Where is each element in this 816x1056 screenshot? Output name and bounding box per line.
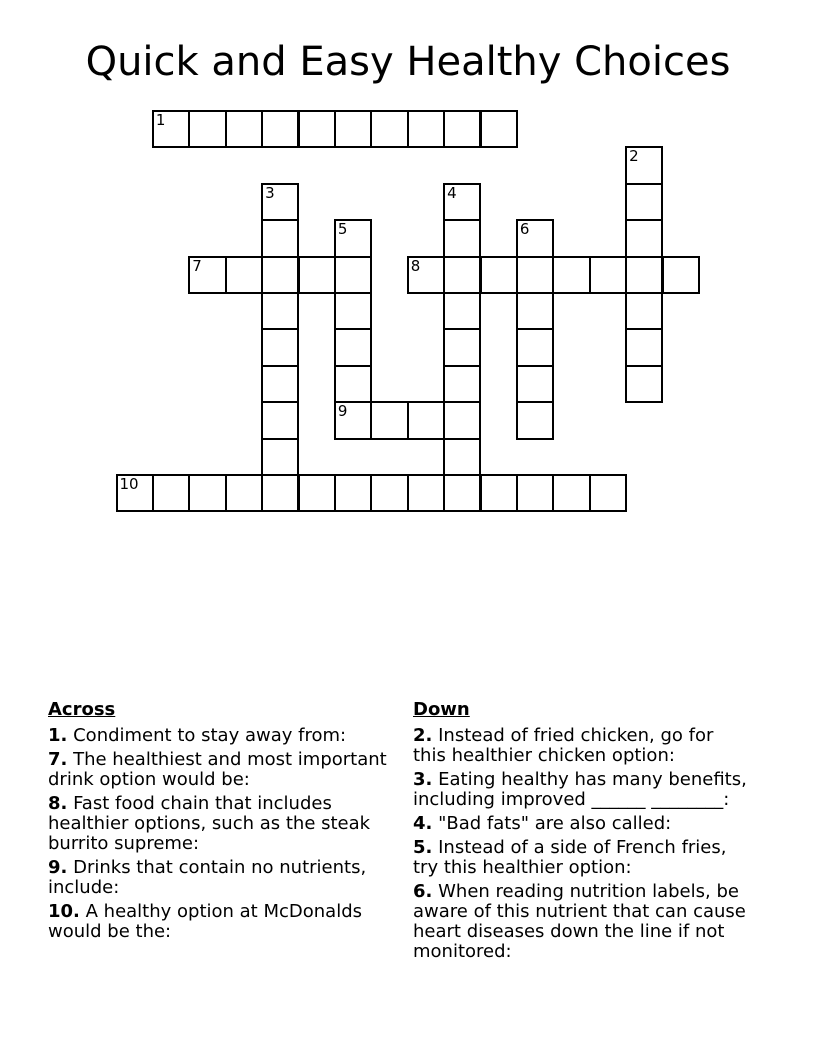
clue-line bbox=[413, 726, 803, 746]
clue-text: healthier options, such as the steak bbox=[48, 813, 371, 834]
clue-line bbox=[48, 814, 403, 834]
grid-cell-r10c4[interactable] bbox=[261, 474, 299, 512]
clue-9 bbox=[48, 858, 403, 898]
across-heading: Across bbox=[48, 699, 116, 720]
grid-cell-r10c11[interactable] bbox=[516, 474, 554, 512]
clue-line bbox=[413, 770, 803, 790]
clue-2 bbox=[413, 726, 803, 766]
clue-line bbox=[48, 794, 403, 814]
grid-cell-r4c8[interactable] bbox=[407, 256, 445, 294]
clue-line bbox=[413, 746, 803, 766]
grid-cell-r2c9[interactable] bbox=[443, 183, 481, 221]
grid-cell-r2c4[interactable] bbox=[261, 183, 299, 221]
grid-cell-r10c9[interactable] bbox=[443, 474, 481, 512]
clue-text: drink option would be: bbox=[48, 769, 250, 790]
clue-line bbox=[413, 790, 803, 810]
clue-text: Condiment to stay away from: bbox=[73, 725, 347, 746]
clue-text: monitored: bbox=[413, 941, 512, 962]
cell-number-4: 4 bbox=[447, 183, 457, 202]
grid-cell-r10c13[interactable] bbox=[589, 474, 627, 512]
grid-cell-r10c10[interactable] bbox=[480, 474, 518, 512]
clue-line bbox=[413, 902, 803, 922]
grid-cell-r6c14[interactable] bbox=[625, 328, 663, 366]
grid-cell-r4c9[interactable] bbox=[443, 256, 481, 294]
grid-cell-r0c10[interactable] bbox=[480, 110, 518, 148]
clue-line bbox=[48, 834, 403, 854]
grid-cell-r3c6[interactable] bbox=[334, 219, 372, 257]
clue-6 bbox=[413, 882, 803, 962]
grid-cell-r7c4[interactable] bbox=[261, 365, 299, 403]
down-clues-section bbox=[413, 700, 803, 966]
clue-text: would be the: bbox=[48, 921, 172, 942]
cell-number-9: 9 bbox=[337, 402, 348, 421]
clue-line bbox=[413, 922, 803, 942]
grid-cell-r4c4[interactable] bbox=[261, 256, 299, 294]
grid-cell-r3c14[interactable] bbox=[625, 219, 663, 257]
grid-cell-r8c11[interactable] bbox=[516, 401, 554, 439]
grid-cell-r10c3[interactable] bbox=[225, 474, 263, 512]
clue-text: including improved ______ ________: bbox=[413, 789, 730, 810]
grid-cell-r4c12[interactable] bbox=[552, 256, 590, 294]
grid-cell-r6c9[interactable] bbox=[443, 328, 481, 366]
clue-text: Instead of a side of French fries, bbox=[438, 837, 727, 858]
grid-cell-r4c3[interactable] bbox=[225, 256, 263, 294]
clue-line bbox=[48, 770, 403, 790]
clue-line bbox=[413, 942, 803, 962]
clue-text: Instead of fried chicken, go for bbox=[438, 725, 714, 746]
clue-5 bbox=[413, 838, 803, 878]
grid-cell-r9c9[interactable] bbox=[443, 438, 481, 476]
grid-cell-r4c10[interactable] bbox=[480, 256, 518, 294]
grid-cell-r3c9[interactable] bbox=[443, 219, 481, 257]
clue-number: 4. bbox=[413, 813, 433, 834]
grid-cell-r6c4[interactable] bbox=[261, 328, 299, 366]
clue-line bbox=[48, 902, 403, 922]
clue-number: 8. bbox=[48, 793, 68, 814]
grid-cell-r3c4[interactable] bbox=[261, 219, 299, 257]
clue-line bbox=[48, 726, 403, 746]
cell-number-10: 10 bbox=[119, 475, 139, 493]
clue-text: aware of this nutrient that can cause bbox=[413, 901, 746, 922]
grid-cell-r6c11[interactable] bbox=[516, 328, 554, 366]
clue-line bbox=[413, 882, 803, 902]
grid-cell-r10c7[interactable] bbox=[370, 474, 408, 512]
grid-cell-r8c8[interactable] bbox=[407, 401, 445, 439]
clue-line bbox=[413, 858, 803, 878]
grid-cell-r4c6[interactable] bbox=[334, 256, 372, 294]
grid-cell-r10c1[interactable] bbox=[152, 474, 190, 512]
grid-cell-r4c15[interactable] bbox=[662, 256, 700, 294]
grid-cell-r10c8[interactable] bbox=[407, 474, 445, 512]
grid-cell-r0c4[interactable] bbox=[261, 110, 299, 148]
grid-cell-r4c5[interactable] bbox=[298, 256, 336, 294]
clue-10 bbox=[48, 902, 403, 942]
grid-cell-r0c3[interactable] bbox=[225, 110, 263, 148]
cell-number-1: 1 bbox=[155, 111, 166, 129]
clue-line bbox=[48, 858, 403, 878]
grid-cell-r4c13[interactable] bbox=[589, 256, 627, 294]
clue-text: burrito supreme: bbox=[48, 833, 200, 854]
grid-cell-r10c6[interactable] bbox=[334, 474, 372, 512]
clue-line bbox=[413, 814, 803, 834]
grid-cell-r8c7[interactable] bbox=[370, 401, 408, 439]
clue-number: 10. bbox=[48, 901, 80, 922]
clue-number: 1. bbox=[48, 725, 68, 746]
grid-cell-r0c7[interactable] bbox=[370, 110, 408, 148]
down-heading: Down bbox=[413, 699, 470, 720]
clue-number: 9. bbox=[48, 857, 68, 878]
grid-cell-r0c5[interactable] bbox=[298, 110, 336, 148]
clue-number: 3. bbox=[413, 769, 433, 790]
grid-cell-r0c8[interactable] bbox=[407, 110, 445, 148]
down-clue-list bbox=[413, 726, 803, 962]
clue-1 bbox=[48, 726, 403, 746]
grid-cell-r5c6[interactable] bbox=[334, 292, 372, 330]
clue-number: 2. bbox=[413, 725, 433, 746]
cell-number-7: 7 bbox=[192, 256, 202, 275]
grid-cell-r7c6[interactable] bbox=[334, 365, 372, 403]
across-clue-list bbox=[48, 726, 403, 942]
grid-cell-r5c4[interactable] bbox=[261, 292, 299, 330]
clue-text: Drinks that contain no nutrients, bbox=[73, 857, 367, 878]
grid-cell-r3c11[interactable] bbox=[516, 219, 554, 257]
grid-cell-r7c9[interactable] bbox=[443, 365, 481, 403]
grid-cell-r6c6[interactable] bbox=[334, 328, 372, 366]
grid-cell-r0c2[interactable] bbox=[188, 110, 226, 148]
grid-cell-r0c1[interactable] bbox=[152, 110, 190, 148]
cell-number-3: 3 bbox=[265, 183, 275, 202]
clue-text: Fast food chain that includes bbox=[73, 793, 332, 814]
clue-line bbox=[48, 922, 403, 942]
grid-cell-r4c14[interactable] bbox=[625, 256, 663, 294]
grid-cell-r4c2[interactable] bbox=[188, 256, 226, 294]
clue-3 bbox=[413, 770, 803, 810]
clue-text: heart diseases down the line if not bbox=[413, 921, 725, 942]
clue-line bbox=[48, 878, 403, 898]
cell-number-6: 6 bbox=[519, 220, 530, 239]
grid-cell-r0c6[interactable] bbox=[334, 110, 372, 148]
across-clues-section bbox=[48, 700, 403, 946]
grid-cell-r5c14[interactable] bbox=[625, 292, 663, 330]
clue-text: A healthy option at McDonalds bbox=[85, 901, 363, 922]
clue-8 bbox=[48, 794, 403, 854]
grid-cell-r7c14[interactable] bbox=[625, 365, 663, 403]
grid-cell-r5c11[interactable] bbox=[516, 292, 554, 330]
clue-text: When reading nutrition labels, be bbox=[438, 881, 739, 902]
clue-number: 5. bbox=[413, 837, 433, 858]
grid-cell-r0c9[interactable] bbox=[443, 110, 481, 148]
grid-cell-r5c9[interactable] bbox=[443, 292, 481, 330]
clue-text: try this healthier option: bbox=[413, 857, 632, 878]
grid-cell-r1c14[interactable] bbox=[625, 146, 663, 184]
puzzle-title: Quick and Easy Healthy Choices bbox=[85, 39, 731, 85]
clue-text: include: bbox=[48, 877, 120, 898]
clue-number: 6. bbox=[413, 881, 433, 902]
grid-cell-r9c4[interactable] bbox=[261, 438, 299, 476]
clue-text: "Bad fats" are also called: bbox=[438, 813, 672, 834]
grid-cell-r8c4[interactable] bbox=[261, 401, 299, 439]
cell-number-2: 2 bbox=[629, 147, 639, 166]
cell-number-8: 8 bbox=[410, 256, 421, 275]
clue-text: Eating healthy has many benefits, bbox=[438, 769, 747, 790]
clue-4 bbox=[413, 814, 803, 834]
grid-cell-r7c11[interactable] bbox=[516, 365, 554, 403]
grid-cell-r10c12[interactable] bbox=[552, 474, 590, 512]
clue-7 bbox=[48, 750, 403, 790]
grid-cell-r10c0[interactable] bbox=[116, 474, 154, 512]
grid-cell-r8c9[interactable] bbox=[443, 401, 481, 439]
grid-cell-r8c6[interactable] bbox=[334, 401, 372, 439]
grid-cell-r10c5[interactable] bbox=[298, 474, 336, 512]
cell-number-5: 5 bbox=[337, 220, 348, 239]
clue-number: 7. bbox=[48, 749, 68, 770]
grid-cell-r2c14[interactable] bbox=[625, 183, 663, 221]
clue-line bbox=[413, 838, 803, 858]
clue-text: this healthier chicken option: bbox=[413, 745, 675, 766]
grid-cell-r10c2[interactable] bbox=[188, 474, 226, 512]
clue-line bbox=[48, 750, 403, 770]
clue-text: The healthiest and most important bbox=[73, 749, 387, 770]
grid-cell-r4c11[interactable] bbox=[516, 256, 554, 294]
